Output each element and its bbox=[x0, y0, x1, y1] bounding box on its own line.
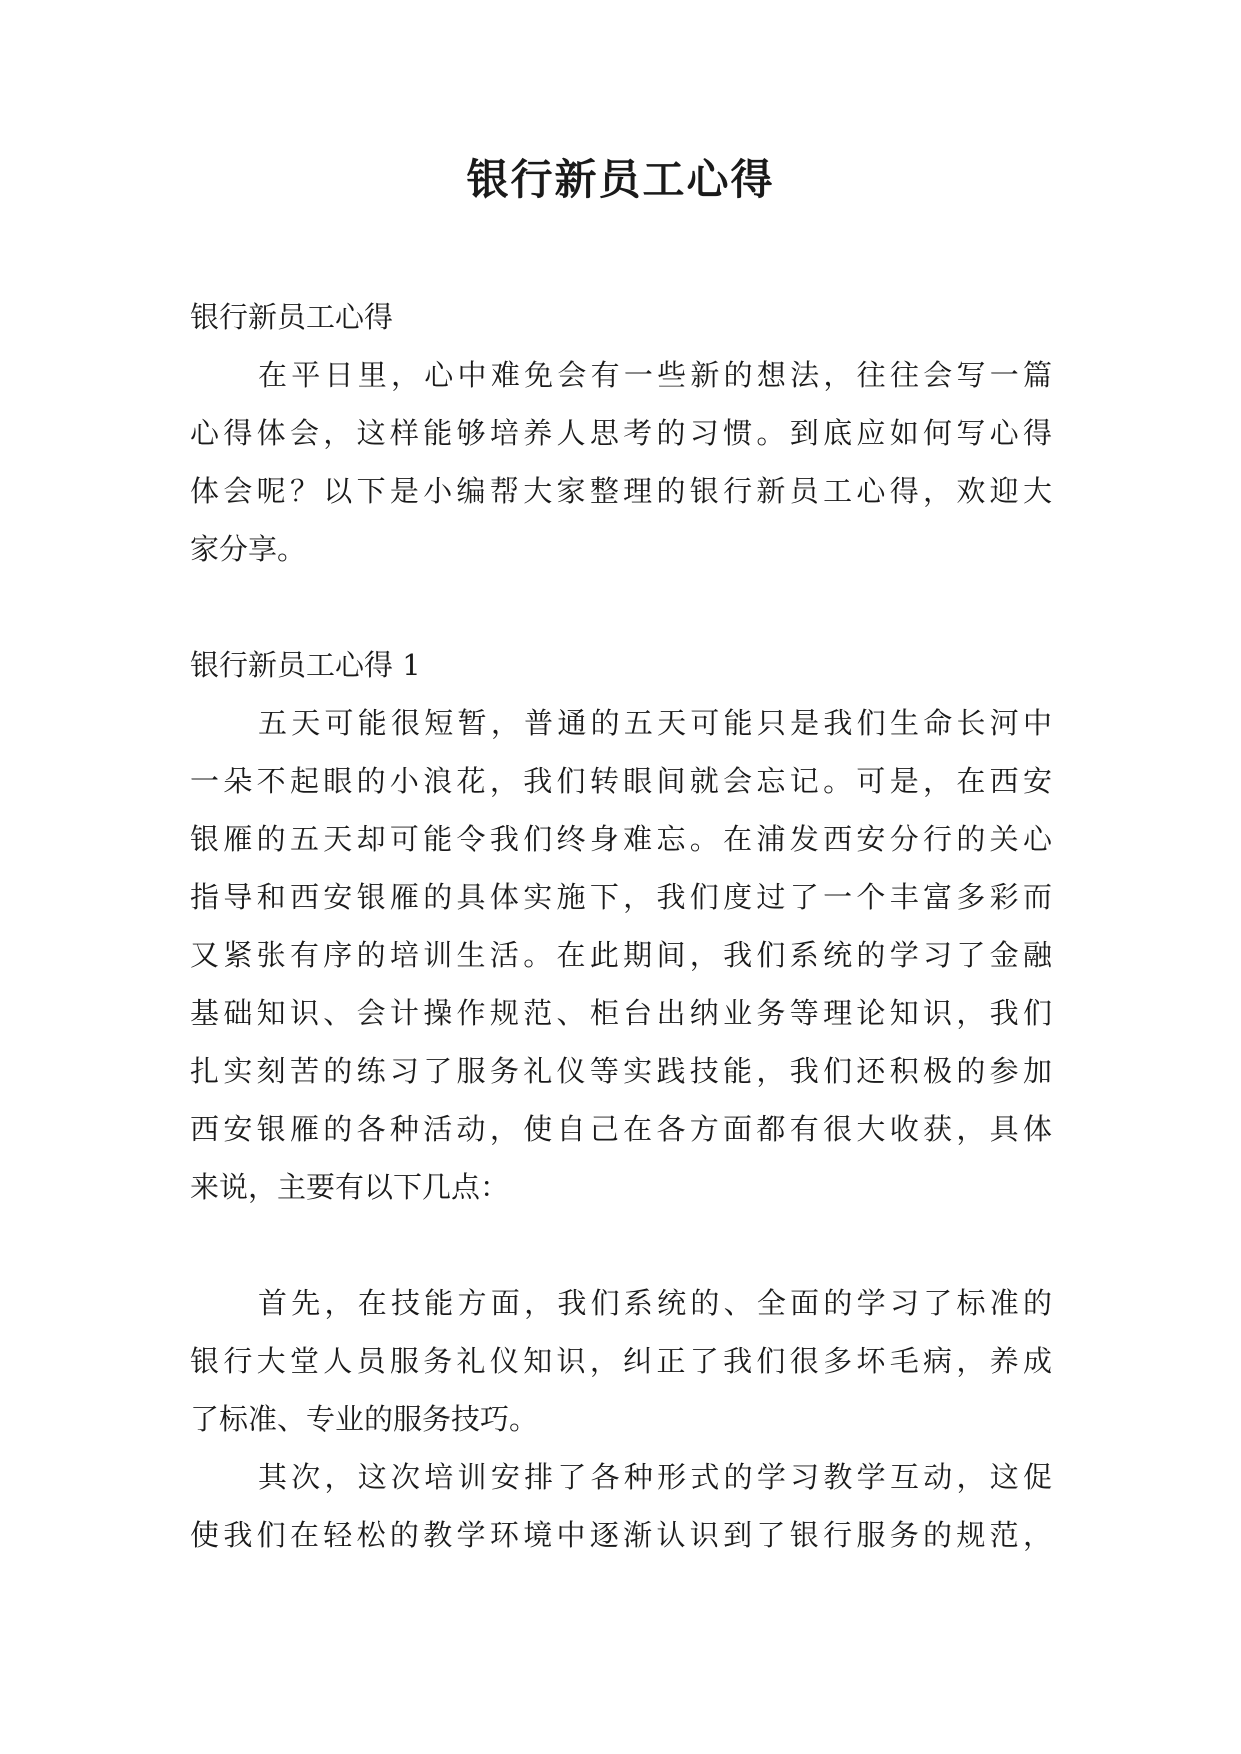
intro-heading: 银行新员工心得 bbox=[190, 300, 394, 334]
paragraph-line: 体会呢？以下是小编帮大家整理的银行新员工心得，欢迎大 bbox=[190, 474, 1052, 508]
paragraph-line: 一朵不起眼的小浪花，我们转眼间就会忘记。可是，在西安 bbox=[190, 764, 1052, 798]
paragraph-line: 来说，主要有以下几点： bbox=[190, 1170, 510, 1204]
paragraph-line: 家分享。 bbox=[190, 532, 307, 566]
paragraph-line: 了标准、专业的服务技巧。 bbox=[190, 1402, 539, 1436]
document-body bbox=[190, 288, 1052, 1564]
paragraph-line: 在平日里，心中难免会有一些新的想法，往往会写一篇 bbox=[258, 358, 1052, 392]
paragraph-line: 其次，这次培训安排了各种形式的学习教学互动，这促 bbox=[258, 1460, 1052, 1494]
paragraph-line: 首先，在技能方面，我们系统的、全面的学习了标准的 bbox=[258, 1286, 1052, 1320]
intro-paragraph bbox=[190, 346, 1052, 578]
blank-line bbox=[190, 578, 1052, 636]
paragraph-second bbox=[190, 1448, 1052, 1564]
paragraph-line: 西安银雁的各种活动，使自己在各方面都有很大收获，具体 bbox=[190, 1112, 1052, 1146]
paragraph-line: 基础知识、会计操作规范、柜台出纳业务等理论知识，我们 bbox=[190, 996, 1052, 1030]
paragraph-line: 又紧张有序的培训生活。在此期间，我们系统的学习了金融 bbox=[190, 938, 1052, 972]
paragraph-line: 心得体会，这样能够培养人思考的习惯。到底应如何写心得 bbox=[190, 416, 1052, 450]
section-heading: 银行新员工心得 1 bbox=[190, 648, 421, 682]
paragraph-line: 指导和西安银雁的具体实施下，我们度过了一个丰富多彩而 bbox=[190, 880, 1052, 914]
paragraph-line: 五天可能很短暂，普通的五天可能只是我们生命长河中 bbox=[258, 706, 1052, 740]
paragraph-first bbox=[190, 1274, 1052, 1448]
paragraph-line: 扎实刻苦的练习了服务礼仪等实践技能，我们还积极的参加 bbox=[190, 1054, 1052, 1088]
paragraph-line: 银行大堂人员服务礼仪知识，纠正了我们很多坏毛病，养成 bbox=[190, 1344, 1052, 1378]
paragraph-line: 使我们在轻松的教学环境中逐渐认识到了银行服务的规范， bbox=[190, 1518, 1052, 1552]
document-title: 银行新员工心得 bbox=[466, 155, 775, 204]
blank-line bbox=[190, 1216, 1052, 1274]
section1-paragraph bbox=[190, 694, 1052, 1216]
paragraph-line: 银雁的五天却可能令我们终身难忘。在浦发西安分行的关心 bbox=[190, 822, 1052, 856]
